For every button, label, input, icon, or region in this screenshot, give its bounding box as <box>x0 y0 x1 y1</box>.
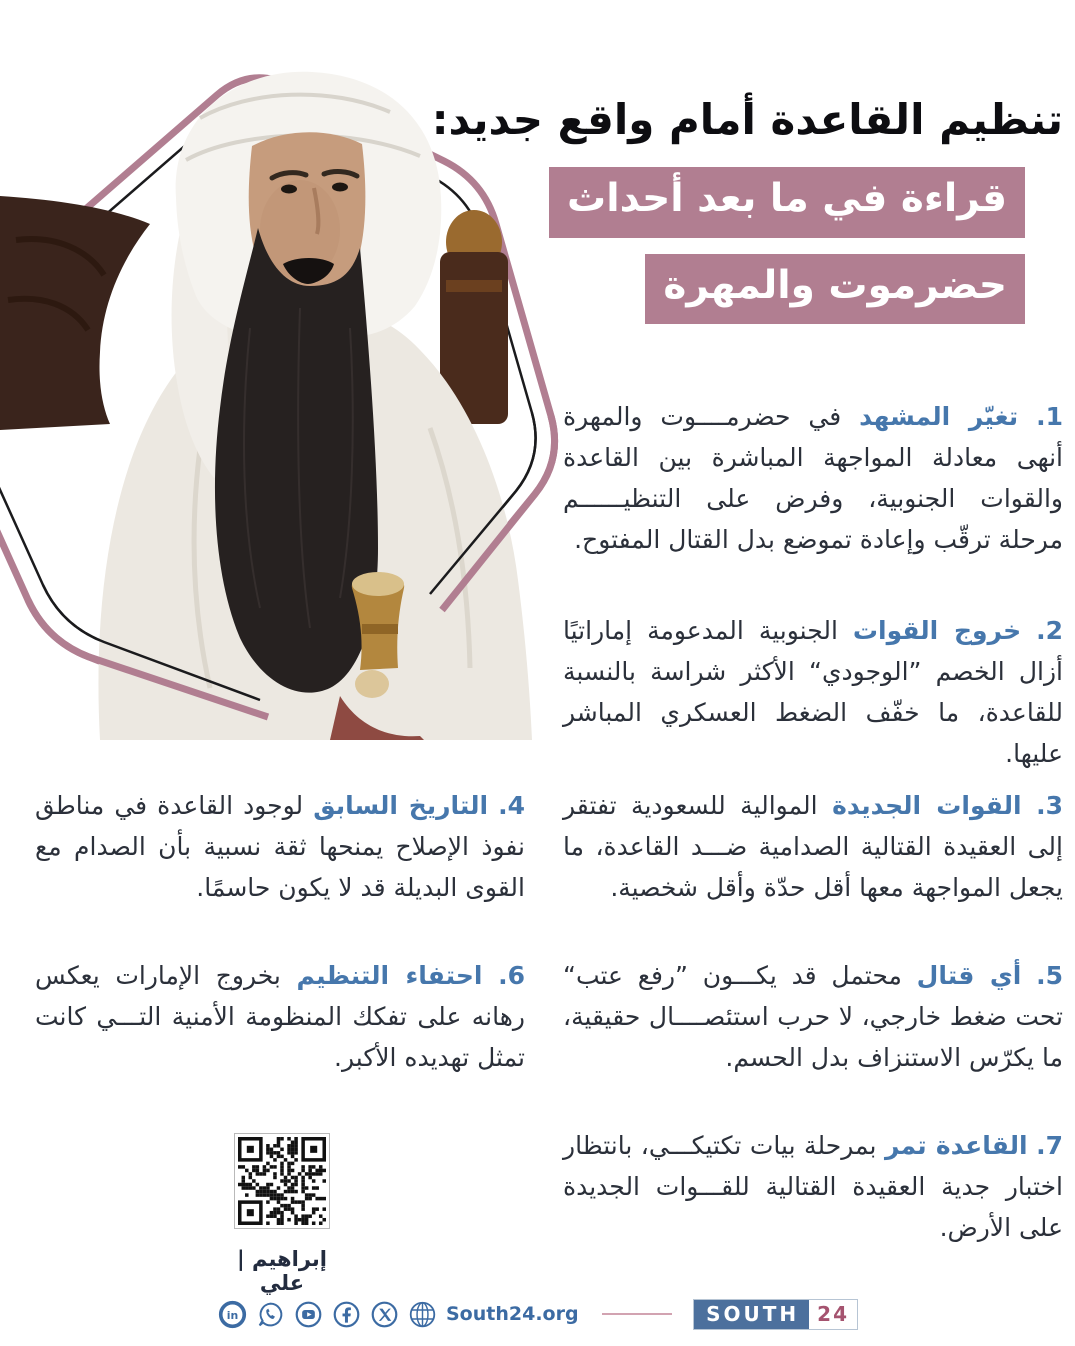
footer-divider <box>602 1313 673 1315</box>
logo-south-text: SOUTH <box>694 1300 809 1329</box>
qr-code-pattern <box>238 1137 326 1225</box>
whatsapp-icon[interactable] <box>256 1300 285 1329</box>
point-7-text: بمرحلة بيات تكتيكـــي، بانتظار اختبار جدية العقيدة القتالية للقـــوات الجديدة على الأرض. <box>563 1131 1063 1242</box>
south24-logo[interactable] <box>693 1299 858 1330</box>
qr-code <box>234 1133 330 1229</box>
point-7 <box>563 1125 1063 1248</box>
point-4-text: لوجود القاعدة في مناطق نفوذ الإصلاح يمنحها ثقة نسبية بأن الصدام مع القوى البديلة قد لا يكون حاسمًا. <box>35 791 525 902</box>
point-5-highlight: أي قتال <box>916 961 1022 990</box>
point-5 <box>563 955 1063 1078</box>
point-6-text: بخروج الإمارات يعكس رهانه على تفكك المنظومة الأمنية التـــي كانت تمثل تهديده الأكبر. <box>35 961 525 1072</box>
website-link[interactable]: South24.org <box>446 1303 579 1325</box>
banner-row-1 <box>403 151 1063 238</box>
globe-icon[interactable] <box>408 1300 437 1329</box>
point-3-text: الموالية للسعودية تفتقر إلى العقيدة القتالية الصدامية ضـــد القاعدة، ما يجعل المواجهة معها أقل حدّة وأقل شخصية. <box>563 791 1063 902</box>
linkedin-icon[interactable] <box>218 1300 247 1329</box>
svg-text:in: in <box>226 1308 239 1322</box>
facebook-icon[interactable] <box>332 1300 361 1329</box>
logo-24-text: 24 <box>809 1300 857 1329</box>
page-title: تنظيم القاعدة أمام واقع جديد: <box>431 95 1063 144</box>
point-5-number: 5. <box>1036 961 1064 990</box>
title-block <box>403 90 1063 324</box>
footer <box>218 1294 858 1334</box>
title-banner-2: حضرموت والمهرة <box>645 254 1025 325</box>
point-2-highlight: خروج القوات <box>852 616 1022 645</box>
point-5-text: محتمل قد يكـــون ”رفع عتب“ تحت ضغط خارجي، لا حرب استئصــــال حقيقية، ما يكرّس الاستنزاف بدل الحسم. <box>563 961 1063 1072</box>
point-6-number: 6. <box>498 961 525 990</box>
point-6-highlight: احتفاء التنظيم <box>296 961 483 990</box>
point-7-highlight: القاعدة تمر <box>884 1131 1028 1160</box>
point-1-number: 1. <box>1036 402 1063 431</box>
point-4-number: 4. <box>498 791 525 820</box>
point-1-highlight: تغيّر المشهد <box>859 402 1019 431</box>
point-4 <box>35 785 525 908</box>
point-3 <box>563 785 1063 908</box>
x-icon[interactable] <box>370 1300 399 1329</box>
title-banner-1: قراءة في ما بعد أحداث <box>549 167 1025 238</box>
point-2-text: الجنوبية المدعومة إماراتيًا أزال الخصم ”الوجودي“ الأكثر شراسة بالنسبة للقاعدة، ما خفّف الضغط العسكري المباشر عليها. <box>563 616 1063 768</box>
youtube-icon[interactable] <box>294 1300 323 1329</box>
point-1-text: في حضرمــــوت والمهرة أنهى معادلة المواجهة المباشرة بين القاعدة والقوات الجنوبية، وفرض على التنظيــــــم مرحلة ترقّب وإعادة تموضع بدل القتال المفتوح. <box>563 402 1063 554</box>
author-byline: | إبراهيم علي <box>237 1247 327 1295</box>
qr-block <box>212 1133 352 1295</box>
point-2-number: 2. <box>1036 616 1063 645</box>
point-2 <box>563 610 1063 774</box>
point-3-highlight: القوات الجديدة <box>832 791 1022 820</box>
point-7-number: 7. <box>1036 1131 1063 1160</box>
point-6 <box>35 955 525 1078</box>
point-4-highlight: التاريخ السابق <box>313 791 489 820</box>
banner-row-2 <box>403 238 1063 325</box>
point-1 <box>563 396 1063 560</box>
point-3-number: 3. <box>1036 791 1064 820</box>
